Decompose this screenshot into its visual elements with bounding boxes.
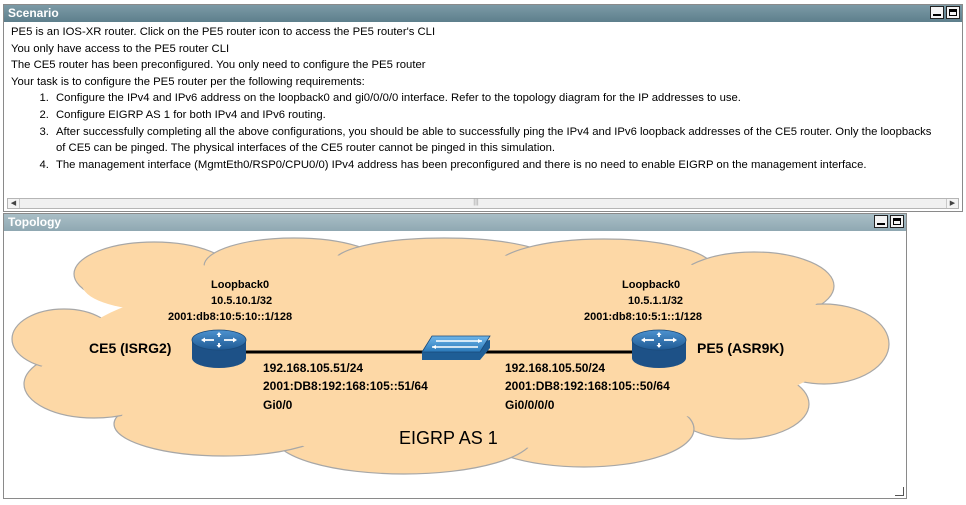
- scenario-line: You only have access to the PE5 router CLI: [11, 42, 230, 55]
- ce5-router-icon[interactable]: [192, 330, 246, 368]
- pe5-name: PE5 (ASR9K): [697, 340, 785, 356]
- requirements-list: [11, 90, 942, 173]
- pe5-loopback-label: Loopback0: [622, 279, 681, 291]
- requirement-item: 3. After successfully completing all the above configurations, you should be able to successfully ping the IPv4 and IPv6 loopback addresses of the CE5 router. Only the loopbacks of CE5 can be pinged. The physical interfaces of the CE5 router cannot be pinged in this simulation.: [52, 124, 942, 157]
- pe5-loopback-ipv6: 2001:db8:10:5:1::1/128: [584, 311, 703, 323]
- ce5-name: CE5 (ISRG2): [89, 340, 172, 356]
- pe5-loopback-ipv4: 10.5.1.1/32: [628, 295, 684, 307]
- pe5-if-name: Gi0/0/0/0: [505, 398, 555, 412]
- ce5-if-ipv6: 2001:DB8:192:168:105::51/64: [263, 379, 428, 393]
- scroll-thumb[interactable]: |||: [473, 199, 479, 206]
- topology-panel: [3, 213, 907, 499]
- pe5-if-ipv6: 2001:DB8:192:168:105::50/64: [505, 379, 670, 393]
- pe5-if-ipv4: 192.168.105.50/24: [505, 361, 606, 375]
- scenario-minimize-button[interactable]: [930, 6, 944, 19]
- requirement-item: 4. The management interface (MgmtEth0/RSP0/CPU0/0) IPv4 address has been preconfigured and there is no need to enable EIGRP on the management interface.: [52, 157, 942, 174]
- switch-icon: [422, 336, 490, 360]
- scenario-panel: [3, 4, 963, 212]
- scenario-titlebar: [4, 5, 962, 22]
- pe5-router-icon[interactable]: [632, 330, 686, 368]
- ce5-if-name: Gi0/0: [263, 398, 293, 412]
- scenario-title: Scenario: [8, 6, 59, 20]
- scroll-left-arrow-icon[interactable]: ◀: [8, 199, 20, 208]
- resize-grip-icon[interactable]: [895, 487, 904, 496]
- ce5-loopback-ipv6: 2001:db8:10:5:10::1/128: [168, 311, 293, 323]
- ce5-loopback-label: Loopback0: [211, 279, 270, 291]
- scenario-maximize-button[interactable]: [946, 6, 960, 19]
- eigrp-cloud-label: EIGRP AS 1: [399, 428, 498, 448]
- topology-diagram: [4, 214, 906, 498]
- scenario-line: PE5 is an IOS-XR router. Click on the PE5 router icon to access the PE5 router's CLI: [11, 26, 436, 38]
- ce5-loopback-ipv4: 10.5.10.1/32: [211, 295, 273, 307]
- scenario-line: The CE5 router has been preconfigured. You only need to configure the PE5 router: [11, 59, 426, 72]
- scenario-line: Your task is to configure the PE5 router per the following requirements:: [11, 75, 365, 88]
- requirement-item: 2. Configure EIGRP AS 1 for both IPv4 and IPv6 routing.: [52, 107, 942, 124]
- scenario-horizontal-scrollbar[interactable]: [7, 198, 959, 209]
- ce5-if-ipv4: 192.168.105.51/24: [263, 361, 364, 375]
- scroll-right-arrow-icon[interactable]: ▶: [946, 199, 958, 208]
- topology-title: Topology: [8, 215, 62, 229]
- requirement-item: 1. Configure the IPv4 and IPv6 address on the loopback0 and gi0/0/0/0 interface. Refer to the topology diagram for the IP addresses to use.: [52, 90, 942, 107]
- scenario-text: [11, 24, 942, 173]
